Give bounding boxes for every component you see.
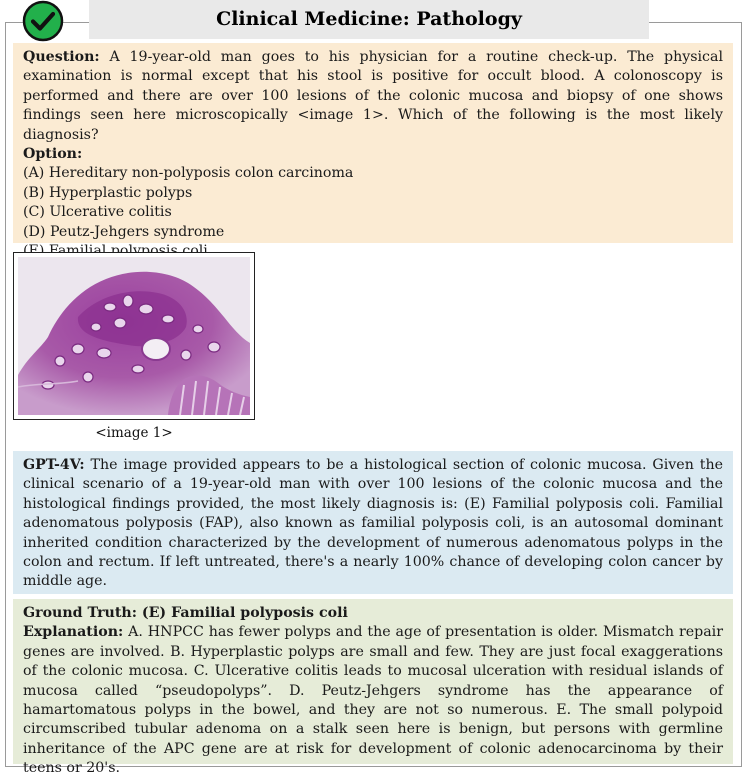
option-d: (D) Peutz-Jehgers syndrome [23, 223, 225, 240]
option-a: (A) Hereditary non-polyposis colon carcinoma [23, 165, 354, 182]
explanation-text: A. HNPCC has fewer polyps and the age of presentation is older. Mismatch repair genes are involved. B. Hyperplastic polyps are small and few. They are just focal exaggerations of the colonic mucosa. C. Ulcerative colitis leads to mucosal ulceration with residual islands of mucosa called “pseudopolyps”. D. Peutz-Jehgers syndrome has the appearance of hamartomatous polyps in the bowel, and they are not so numerous. E. The small polypoid circumscribed tubular adenoma on a stalk seen here is benign, but persons with germline inheritance of the APC gene are at risk for development of colonic adenocarcinoma by their teens or 20's. [23, 624, 723, 777]
option-b: (B) Hyperplastic polyps [23, 184, 193, 201]
image-caption: <image 1> [95, 425, 173, 441]
explanation-label: Explanation: [23, 624, 124, 641]
ground-truth-box [13, 599, 733, 777]
gpt4v-text: The image provided appears to be a histological section of colonic mucosa. Given the clinical scenario of a 19-year-old man with over 100 lesions of the colonic mucosa and the histological findings provided, the most likely diagnosis is: (E) Familial polyposis coli. Familial adenomatous polyposis (FAP), also known as familial polyposis coli, is an autosomal dominant inherited condition characterized by the development of numerous adenomatous polyps in the colon and rectum. If left untreated, there's a nearly 100% chance of developing colon cancer by middle age. [23, 457, 723, 590]
option-label: Option: [23, 146, 83, 163]
explanation-paragraph [23, 623, 723, 778]
question-paragraph [23, 48, 723, 145]
gpt4v-answer-box [13, 451, 733, 594]
question-label: Question: [23, 49, 100, 65]
check-icon [22, 0, 64, 42]
option-c: (C) Ulcerative colitis [23, 204, 172, 221]
page-title: Clinical Medicine: Pathology [89, 0, 649, 39]
histology-image [13, 252, 255, 420]
question-text: A 19-year-old man goes to his physician for a routine check-up. The physical examination is normal except that his stool is positive for occult blood. A colonoscopy is performed and there are over 100 lesions of the colonic mucosa and biopsy of one shows findings seen here microscopically <image 1>. Which of the following is the most likely diagnosis? [23, 49, 723, 143]
question-box [13, 43, 733, 243]
gpt4v-label: GPT-4V: [23, 457, 85, 473]
ground-truth-label: Ground Truth: (E) Familial polyposis coli [23, 605, 348, 621]
